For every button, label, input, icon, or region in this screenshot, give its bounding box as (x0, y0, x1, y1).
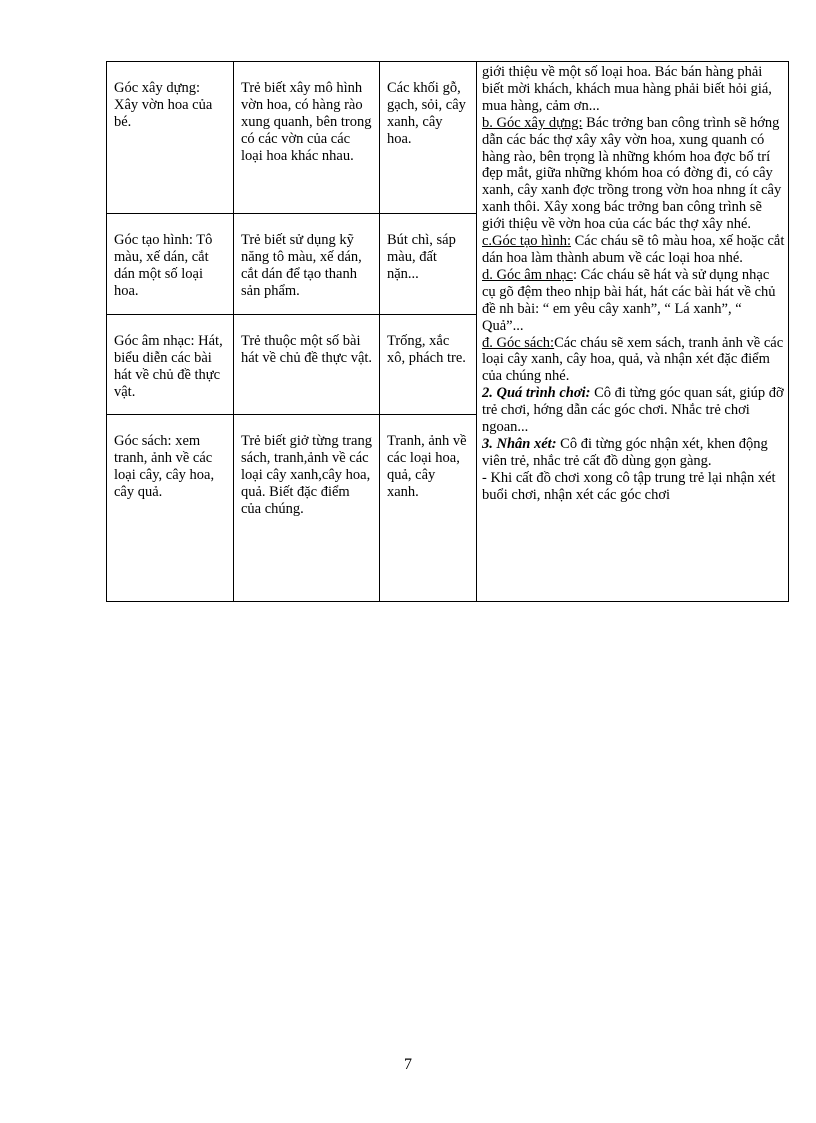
procedure-intro: giới thiệu về một số loại hoa. Bác bán hàng phải biết mời khách, khách mua hàng phải biết hỏi giá, mua hàng, cảm ơn... (482, 64, 772, 114)
corner-materials: Bút chì, sáp màu, đất nặn... (387, 232, 456, 282)
procedure-b (482, 115, 785, 233)
procedure-closing: - Khi cất đồ chơi xong cô tập trung trẻ lại nhận xét buổi chơi, nhận xét các góc chơi (482, 469, 776, 503)
p2-heading: 2. Quá trình chơi: (482, 385, 591, 402)
table-cell (107, 415, 234, 602)
procedure-e (482, 335, 785, 386)
e-text: Các cháu sẽ xem sách, tranh ảnh về các loại cây xanh, cây hoa, quả, và nhận xét đặc điểm của chúng nhé. (482, 334, 784, 385)
procedure-3 (482, 436, 785, 470)
d-text: : Các cháu sẽ hát và sử dụng nhạc cụ gõ đệm theo nhịp bài hát, hát các bài hát về chủ đề nh bài: “ em yêu cây xanh”, “ Lá xanh”, “ Quả”... (482, 266, 776, 334)
p2-text: Cô đi từng góc quan sát, giúp đỡ trẻ chơi, hớng dẫn các góc chơi. Nhắc trẻ chơi ngoan... (482, 385, 784, 436)
c-heading: c.Góc tạo hình: (482, 233, 571, 250)
b-heading: b. Góc xây dựng: (482, 114, 583, 131)
table-cell (380, 62, 477, 214)
b-text: Bác trởng ban công trình sẽ hớng dẫn các bác thợ xây xây vờn hoa, xung quanh có hàng rào, bên trọng là những khóm hoa đợc bố trí đẹp mắt, giữa những khóm hoa có đờng đi, có cây xanh, cây xanh đợc trồng trong vờn hoa nhng ít cây xanh thôi. Xây xong bác trởng ban công trình sẽ giới thiệu về vờn hoa của các bác thợ xây nhé. (482, 114, 782, 233)
page-number: 7 (404, 1056, 412, 1073)
corner-name: Góc âm nhạc: Hát, biểu diễn các bài hát về chủ đề thực vật. (114, 333, 223, 400)
procedure-cell (477, 62, 789, 602)
table-cell (380, 214, 477, 315)
table-cell (234, 62, 380, 214)
table-cell (107, 62, 234, 214)
corner-name: Góc tạo hình: Tô màu, xế dán, cắt dán một số loại hoa. (114, 232, 213, 299)
corner-goal: Trẻ biết xây mô hình vờn hoa, có hàng rào xung quanh, bên trong có các vờn của các loại hoa khác nhau. (241, 80, 372, 164)
procedure-2 (482, 385, 785, 436)
c-text: Các cháu sẽ tô màu hoa, xế hoặc cắt dán hoa làm thành abum về các loại hoa nhé. (482, 233, 785, 266)
table-cell (380, 315, 477, 415)
table-cell (107, 214, 234, 315)
activity-corners-table (106, 61, 789, 602)
corner-goal: Trẻ biết sử dụng kỹ năng tô màu, xế dán, cắt dán để tạo thanh sản phẩm. (241, 232, 362, 299)
procedure-c (482, 233, 785, 267)
table-cell (234, 214, 380, 315)
corner-materials: Tranh, ảnh về các loại hoa, quả, cây xanh. (387, 433, 467, 500)
table-cell (380, 415, 477, 602)
procedure-d (482, 267, 785, 335)
p3-heading: 3. Nhân xét: (482, 435, 557, 452)
corner-materials: Trống, xắc xô, phách tre. (387, 333, 466, 366)
procedure-text (477, 62, 788, 504)
table-cell (107, 315, 234, 415)
d-heading: d. Góc âm nhạc (482, 266, 573, 283)
table-cell (234, 415, 380, 602)
p3-text: Cô đi từng góc nhận xét, khen động viên trẻ, nhắc trẻ cất đồ dùng gọn gàng. (482, 435, 768, 469)
corner-name: Góc sách: xem tranh, ảnh về các loại cây, cây hoa, cây quả. (114, 433, 215, 500)
corner-name: Góc xây dựng: Xây vờn hoa của bé. (114, 80, 213, 130)
table-cell (234, 315, 380, 415)
corner-materials: Các khối gỗ, gạch, sỏi, cây xanh, cây hoa. (387, 80, 466, 147)
corner-goal: Trẻ biết giở từng trang sách, tranh,ảnh về các loại cây xanh,cây hoa, quả. Biết đặc điểm của chúng. (241, 433, 372, 517)
corner-goal: Trẻ thuộc một số bài hát về chủ đề thực vật. (241, 333, 373, 366)
e-heading: đ. Góc sách: (482, 334, 555, 351)
